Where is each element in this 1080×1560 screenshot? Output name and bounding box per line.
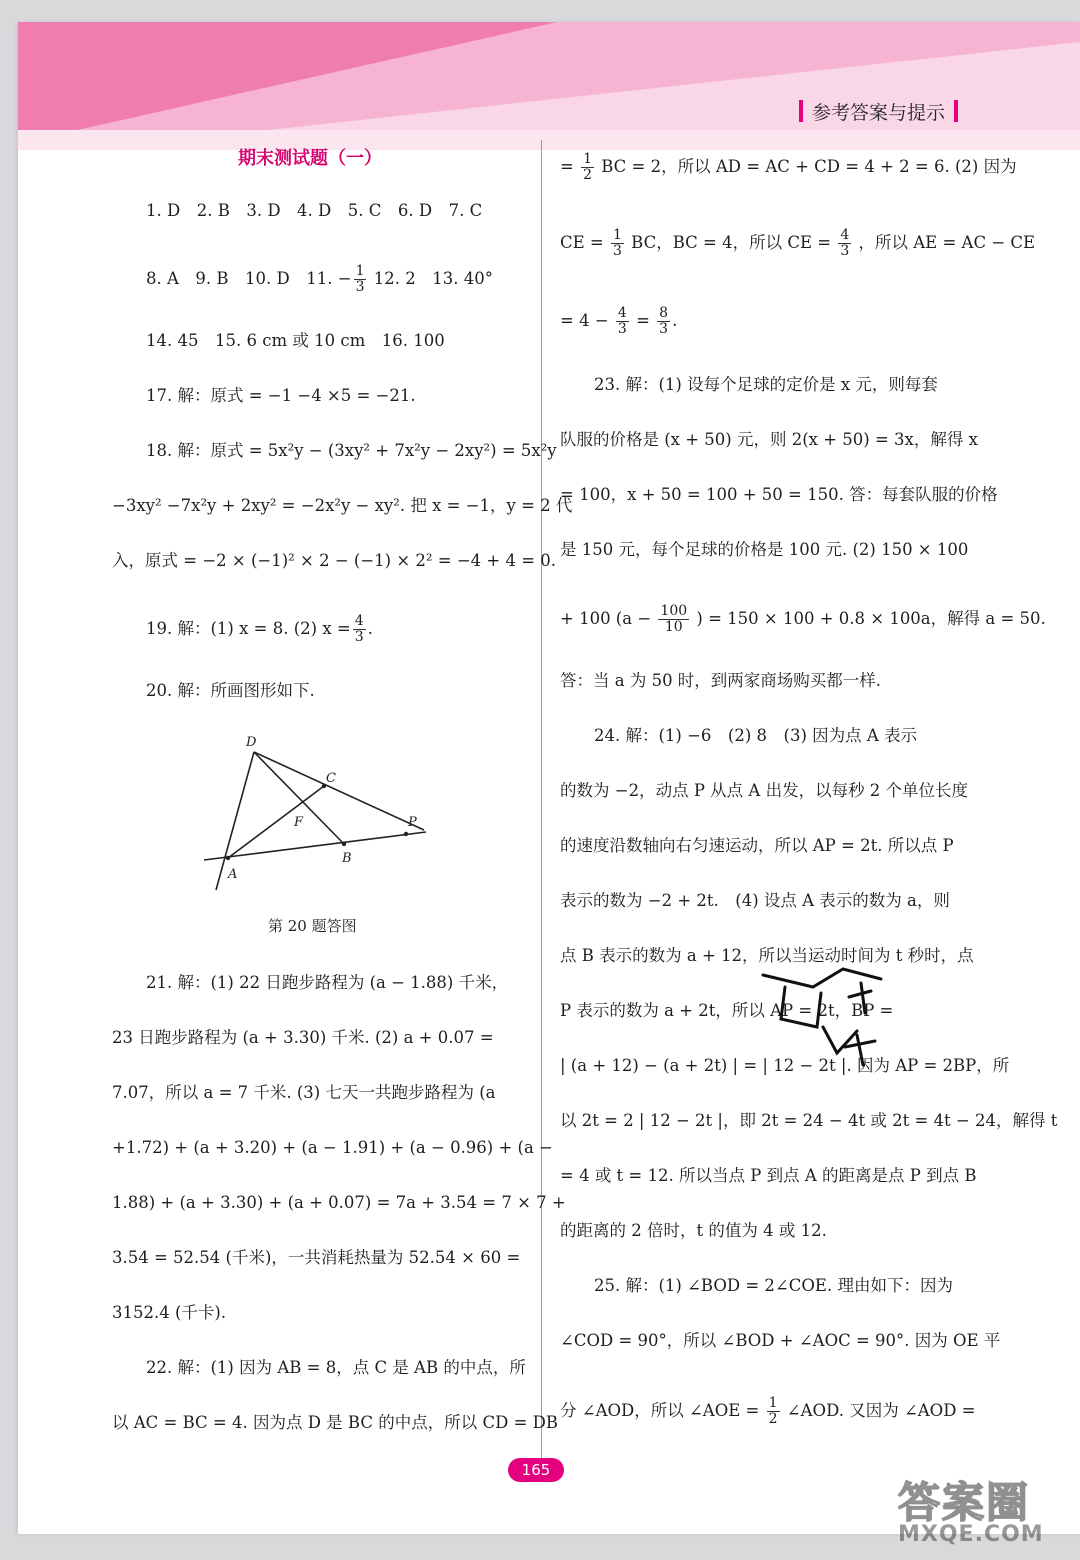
point-P — [404, 832, 408, 836]
numerator: 8 — [659, 305, 669, 321]
numerator: 4 — [840, 227, 850, 243]
answer-line: 14. 45 15. 6 cm 或 10 cm 16. 100 — [146, 331, 445, 350]
answer-line: 22. 解：(1) 因为 AB = 8，点 C 是 AB 的中点，所 — [146, 1358, 526, 1377]
answer-line: 23 日跑步路程为 (a + 3.30) 千米. (2) a + 0.07 = — [112, 1028, 494, 1047]
fraction — [353, 614, 366, 645]
answer-line: 点 B 表示的数为 a + 12，所以当运动时间为 t 秒时，点 — [560, 946, 974, 965]
label-A: A — [228, 867, 238, 882]
denominator: 2 — [583, 167, 592, 183]
answer-line — [560, 306, 677, 337]
point-B — [342, 842, 346, 846]
answer-line: 1. D 2. B 3. D 4. D 5. C 6. D 7. C — [146, 201, 483, 220]
tag-bar-left — [799, 100, 803, 122]
label-F: F — [294, 815, 304, 830]
label-C: C — [326, 771, 336, 786]
answer-line: 1.88) + (a + 3.30) + (a + 0.07) = 7a + 3.54 = 7 × 7 + — [112, 1193, 566, 1212]
fraction — [658, 604, 689, 635]
minus-sign: − — [337, 269, 352, 288]
point-A — [226, 856, 230, 860]
answer-text: BC = 2，所以 AD = AC + CD = 4 + 2 = 6. (2) 因为 — [601, 157, 1017, 176]
answer-line — [560, 1396, 976, 1427]
answer-text: BC，BC = 4，所以 CE = — [631, 233, 832, 252]
numerator: 1 — [355, 263, 365, 279]
answer-text: = — [636, 311, 650, 330]
answer-line: 的距离的 2 倍时，t 的值为 4 或 12. — [560, 1221, 827, 1240]
answer-line: = 100，x + 50 = 100 + 50 = 150. 答：每套队服的价格 — [560, 485, 998, 504]
numerator: 4 — [354, 613, 364, 629]
label-B: B — [342, 851, 352, 866]
line-DB — [254, 752, 344, 844]
fraction — [611, 228, 624, 259]
answer-line: ∠COD = 90°，所以 ∠BOD + ∠AOC = 90°. 因为 OE 平 — [560, 1331, 1001, 1350]
column-divider — [541, 140, 542, 1458]
answer-text: CE = — [560, 233, 604, 252]
denominator: 3 — [354, 629, 364, 645]
answer-text: + 100 (a − — [560, 609, 652, 628]
answer-line — [112, 264, 493, 295]
geometry-figure — [198, 730, 458, 910]
answer-line: 入，原式 = −2 × (−1)² × 2 − (−1) × 2² = −4 + 4 = 0. — [112, 551, 557, 570]
denominator: 2 — [768, 1411, 778, 1427]
answer-line: 表示的数为 −2 + 2t. (4) 设点 A 表示的数为 a，则 — [560, 891, 950, 910]
numerator: 4 — [617, 305, 627, 321]
answer-line: | (a + 12) − (a + 2t) | = | 12 − 2t |. 因为 AP = 2BP，所 — [560, 1056, 1010, 1075]
denominator: 3 — [617, 321, 627, 337]
answer-text: ) = 150 × 100 + 0.8 × 100a，解得 a = 50. — [696, 609, 1046, 628]
answer-line: 以 AC = BC = 4. 因为点 D 是 BC 的中点，所以 CD = DB — [112, 1413, 558, 1432]
denominator: 3 — [355, 279, 365, 295]
answer-text: 分 ∠AOD，所以 ∠AOE = — [560, 1401, 760, 1420]
answer-line: P 表示的数为 a + 2t，所以 AP = 2t，BP = — [560, 1001, 894, 1020]
answer-line: 19. 解：(1) x = 8. (2) x = $\frac{4}{3}$ . — [146, 613, 373, 645]
answer-line — [560, 228, 1035, 259]
answer-text: = — [560, 157, 574, 176]
line-AP — [204, 832, 426, 860]
section-tag — [798, 96, 959, 126]
answer-line: 7.07，所以 a = 7 千米. (3) 七天一共跑步路程为 (a — [112, 1083, 496, 1102]
header-banner — [18, 22, 1080, 150]
answer-text: 8. A 9. B 10. D 11. — [146, 269, 333, 288]
answer-line: 17. 解：原式 = −1 −4 ×5 = −21. — [146, 386, 416, 405]
answer-text: ，所以 AE = AC − CE — [858, 233, 1036, 252]
answer-line: 是 150 元，每个足球的价格是 100 元. (2) 150 × 100 — [560, 540, 969, 559]
denominator: 3 — [659, 321, 669, 337]
answer-text: = 4 − — [560, 311, 609, 330]
watermark-logo: 答案圈 — [898, 1478, 1031, 1527]
fraction — [354, 264, 367, 295]
watermark — [892, 1470, 1072, 1554]
numerator: 100 — [660, 603, 688, 619]
answer-line: 以 2t = 2 | 12 − 2t |，即 2t = 24 − 4t 或 2t = 4t − 24，解得 t — [560, 1111, 1058, 1130]
fraction — [616, 306, 629, 337]
numerator: 1 — [583, 151, 592, 167]
answer-line: 答：当 a 为 50 时，到两家商场购买都一样. — [560, 671, 882, 690]
answer-text: ∠AOD. 又因为 ∠AOD = — [786, 1401, 976, 1420]
denominator: 10 — [664, 619, 683, 635]
answer-line — [560, 604, 1046, 635]
test-title: 期末测试题（一） — [238, 148, 382, 169]
tag-bar-right — [954, 100, 958, 122]
answer-line: = 4 或 t = 12. 所以当点 P 到点 A 的距离是点 P 到点 B — [560, 1166, 977, 1185]
answer-text: 19. 解：(1) x = 8. (2) x = — [146, 619, 351, 638]
answer-line: 25. 解：(1) ∠BOD = 2∠COE. 理由如下：因为 — [594, 1276, 953, 1295]
answer-line: 3.54 = 52.54 (千米)，一共消耗热量为 52.54 × 60 = — [112, 1248, 521, 1267]
answer-line: 20. 解：所画图形如下. — [146, 681, 315, 700]
numerator: 1 — [613, 227, 622, 243]
answer-line: 队服的价格是 (x + 50) 元，则 2(x + 50) = 3x，解得 x — [560, 430, 978, 449]
answer-line: −3xy² −7x²y + 2xy² = −2x²y − xy². 把 x = −1，y = 2 代 — [112, 496, 573, 515]
line-DP — [254, 752, 424, 830]
answer-line: 的速度沿数轴向右匀速运动，所以 AP = 2t. 所以点 P — [560, 836, 954, 855]
answer-line: 23. 解：(1) 设每个足球的定价是 x 元，则每套 — [594, 375, 938, 394]
handwritten-scribble — [753, 957, 903, 1077]
section-title: 参考答案与提示 — [812, 101, 946, 124]
denominator: 3 — [840, 243, 850, 259]
numerator: 1 — [768, 1395, 778, 1411]
answer-line: 24. 解：(1) −6 (2) 8 (3) 因为点 A 表示 — [594, 726, 918, 745]
label-P: P — [408, 815, 417, 830]
fraction — [767, 1396, 780, 1427]
answer-line — [560, 152, 1017, 183]
fraction — [581, 152, 594, 183]
answer-line: 的数为 −2，动点 P 从点 A 出发，以每秒 2 个单位长度 — [560, 781, 969, 800]
fraction — [838, 228, 851, 259]
denominator: 3 — [613, 243, 622, 259]
answer-line: +1.72) + (a + 3.20) + (a − 1.91) + (a − 0.96) + (a − — [112, 1138, 553, 1157]
answer-text: 12. 2 13. 40° — [373, 269, 493, 288]
answer-line: 21. 解：(1) 22 日跑步路程为 (a − 1.88) 千米， — [146, 973, 509, 992]
watermark-url: MXQE.COM — [898, 1522, 1044, 1547]
label-D: D — [246, 735, 257, 750]
book-page — [18, 22, 1080, 1534]
figure-caption: 第 20 题答图 — [268, 917, 357, 935]
page-number: 165 — [508, 1458, 564, 1482]
answer-line: 3152.4 (千卡). — [112, 1303, 227, 1322]
answer-line: 18. 解：原式 = 5x²y − (3xy² + 7x²y − 2xy²) = 5x²y — [146, 441, 557, 460]
fraction — [657, 306, 670, 337]
answer-text: . — [672, 311, 678, 330]
